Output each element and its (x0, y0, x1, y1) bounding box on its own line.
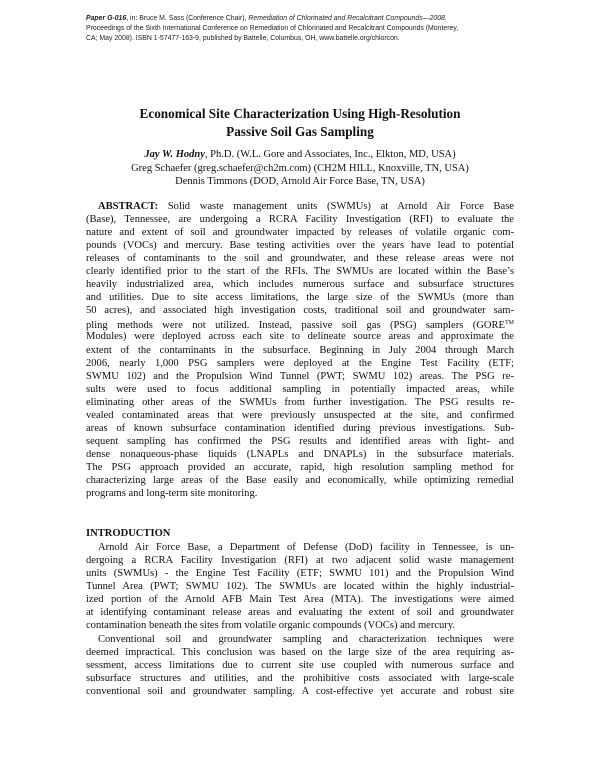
paragraph-line: dergoing a RCRA Facility Investigation (RFI) at two adjacent solid waste management (86, 555, 514, 567)
paragraph-line: Arnold Air Force Base, a Department of Defense (DoD) facility in Tennessee, is un- (98, 542, 514, 553)
abstract-line: 50 acres), and associated high investigation costs, traditional soil and groundwater sam- (86, 305, 514, 317)
abstract-line: characterizing large areas of the Base easily and economically, while optimizing remedial (86, 474, 514, 486)
abstract-line: (Base), Tennessee, are undergoing a RCRA Facility Investigation (RFI) to evaluate the (86, 214, 514, 226)
abstract-line: SWMU 102) and the Propulsion Wind Tunnel (PWT; SWMU 102) areas. The PSG re- (86, 370, 514, 382)
citation-line-3: CA; May 2008). ISBN 1-57477-163-9, published by Battelle, Columbus, OH, www.battelle.org/chlorcon. (86, 35, 400, 43)
paragraph-line: ized portion of the Arnold AFB Main Test Area (MTA). The investigations were aimed (86, 594, 514, 606)
book-title: Remediation of Chlorinated and Recalcitrant Compounds—2008. (248, 15, 447, 22)
author-1-name: Jay W. Hodny (144, 149, 205, 160)
abstract-line: sequent sampling has confirmed the PSG results and identified areas with light- and (86, 435, 514, 447)
title-line-1: Economical Site Characterization Using High-Resolution (139, 106, 461, 121)
paragraph-line: at identifying contaminant release areas and evaluating the extent of soil and groundwater (86, 607, 514, 619)
author-3: Dennis Timmons (DOD, Arnold Air Force Base, TN, USA) (175, 176, 425, 188)
paragraph-line: contamination beneath the sites from volatile organic compounds (VOCs) and mercury. (86, 620, 456, 632)
abstract-line: pounds (VOCs) and mercury. Base testing activities over the years have lead to potential (86, 240, 514, 252)
citation-line-1 (86, 14, 526, 24)
trademark-mark: TM (505, 320, 514, 327)
introduction-paragraph-1 (86, 541, 514, 632)
abstract-line: 2006, nearly 1,000 PSG samplers were deployed at the Engine Test Facility (ETF; (86, 357, 514, 369)
abstract-label: ABSTRACT: (98, 201, 159, 212)
abstract-line: heavily industrialized area, which includes numerous surface and subsurface structures (86, 279, 514, 291)
paragraph-line: units (SWMUs) - the Engine Test Facility (ETF; SWMU 101) and the Propulsion Wind (86, 568, 514, 580)
paper-title (86, 105, 514, 140)
abstract-line: ABSTRACT: Solid waste management units (SWMUs) at Arnold Air Force Base (98, 201, 514, 212)
paragraph-line: subsurface structures and utilities, and the prohibitive costs associated with large-scale (86, 673, 514, 685)
abstract-line: sults were used to focus additional sampling in potentially impacted areas, while (86, 383, 514, 395)
paper-id: Paper G-016 (86, 15, 127, 22)
author-2: Greg Schaefer (greg.schaefer@ch2m.com) (CH2M HILL, Knoxville, TN, USA) (131, 162, 469, 174)
author-1 (86, 148, 514, 162)
abstract-line: areas of known subsurface contamination identified during previous investigations. Sub- (86, 422, 514, 434)
abstract (86, 200, 514, 500)
citation-line-2: Proceedings of the Sixth International Conference on Remediation of Chlorinated and Recalcitrant Compounds (Monterey, (86, 25, 459, 33)
abstract-line: Modules) were deployed across each site to delineate source areas and approximate the (86, 331, 514, 343)
citation-in: , in: Bruce M. Sass (Conference Chair), (126, 15, 249, 22)
abstract-line: clearly identified prior to the start of the RFIs. The SWMUs are located within the Base’s (86, 266, 514, 278)
paragraph-line: Conventional soil and groundwater sampling and characterization techniques were (98, 634, 514, 645)
paragraph-line: deemed impractical. This conclusion was based on the large size of the area requiring as- (86, 647, 514, 659)
introduction-paragraph-2 (86, 633, 514, 698)
abstract-line: eliminating other areas of the SWMUs from further investigation. The PSG results re- (86, 396, 514, 408)
paragraph-line: sessment, access limitations due to current site use coupled with numerous surface and (86, 660, 514, 672)
author-block (86, 148, 514, 189)
paragraph-line: conventional soil and groundwater sampling. A cost-effective yet accurate and robust site (86, 686, 514, 698)
title-line-2: Passive Soil Gas Sampling (226, 123, 374, 139)
abstract-line: dense nonaqueous-phase liquids (LNAPLs and DNAPLs) in the subsurface materials. (86, 448, 514, 460)
citation-header (86, 14, 526, 45)
abstract-line: pling methods were not utilized. Instead, passive soil gas (PSG) samplers (GORE™ (86, 320, 514, 332)
abstract-line: and utilities. Due to site access limitations, the large size of the SWMUs (more than (86, 292, 514, 304)
abstract-line: extent of the contaminants in the subsurface. Beginning in July 2004 through March (86, 344, 514, 356)
abstract-line: The PSG approach provided an accurate, rapid, high resolution sampling method for (86, 461, 514, 473)
section-heading-introduction: INTRODUCTION (86, 528, 171, 539)
author-1-affiliation: , Ph.D. (W.L. Gore and Associates, Inc., Elkton, MD, USA) (204, 149, 456, 160)
abstract-line: vealed contaminated areas that were previously unsuspected at the site, and confirmed (86, 409, 514, 421)
abstract-line: nature and extent of soil and groundwater impacted by releases of volatile organic com- (86, 227, 514, 239)
abstract-line: programs and long-term site monitoring. (86, 488, 258, 500)
abstract-line: releases of contaminants to the soil and groundwater, and these release areas were not (86, 253, 514, 265)
paragraph-line: Tunnel Area (PWT; SWMU 102). The SWMUs are located within the highly industrial- (86, 581, 514, 593)
